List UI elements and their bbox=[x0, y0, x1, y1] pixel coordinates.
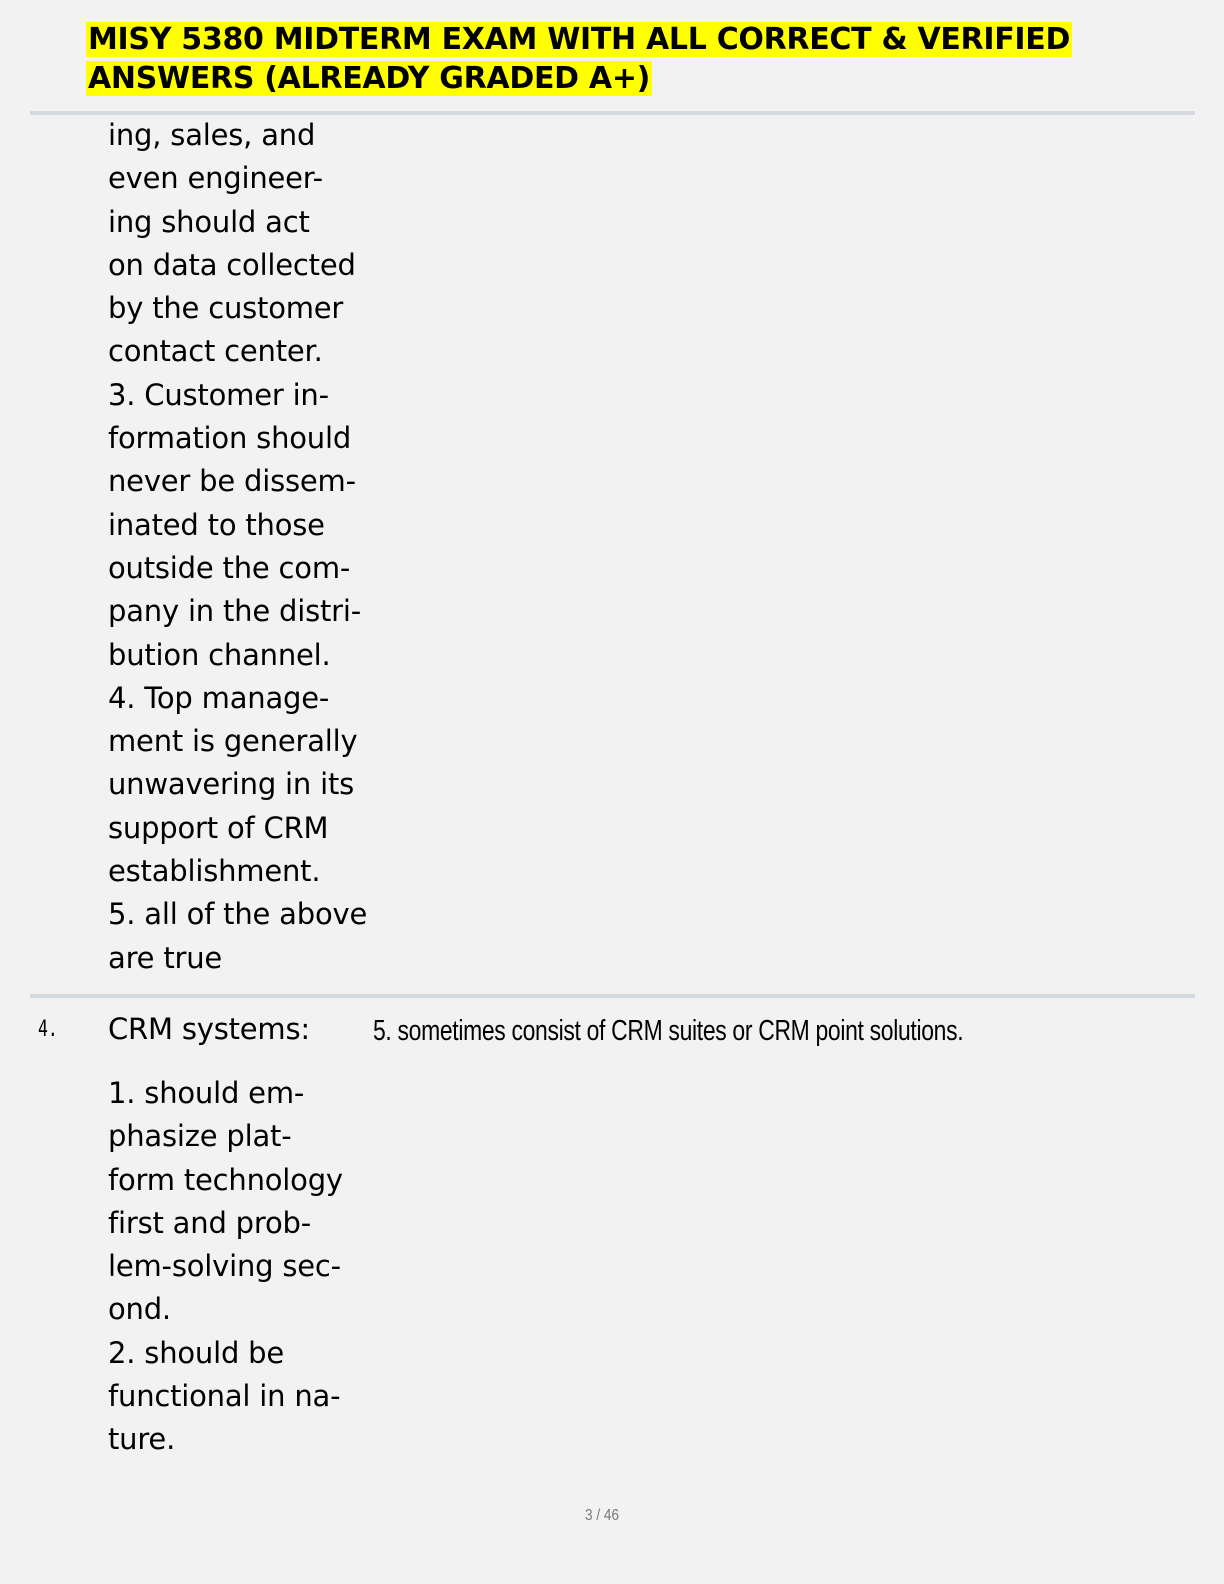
question-text-line: on data collected bbox=[108, 247, 356, 282]
question-text-line: phasize plat- bbox=[108, 1119, 292, 1154]
question-text-line: first and prob- bbox=[108, 1205, 311, 1240]
question-4-options bbox=[108, 1072, 378, 1462]
document-title-line-1: MISY 5380 MIDTERM EXAM WITH ALL CORRECT & VERIFIED bbox=[88, 22, 1071, 57]
question-text-line: outside the com- bbox=[108, 550, 351, 585]
continued-question-text bbox=[108, 114, 378, 980]
question-text-line: pany in the distri- bbox=[108, 594, 361, 629]
question-text-line: by the customer bbox=[108, 291, 344, 326]
question-text-line: 3. Customer in- bbox=[108, 377, 329, 412]
question-text-line: functional in na- bbox=[108, 1379, 341, 1414]
question-number: 4. bbox=[38, 1017, 58, 1042]
document-header bbox=[86, 20, 1076, 98]
question-text-line: support of CRM bbox=[108, 810, 329, 845]
question-text-line: unwavering in its bbox=[108, 767, 355, 802]
question-text-line: ment is generally bbox=[108, 724, 358, 759]
question-text-line: never be dissem- bbox=[108, 464, 356, 499]
document-title bbox=[86, 22, 1072, 96]
question-text-line: bution channel. bbox=[108, 637, 331, 672]
question-divider bbox=[30, 994, 1195, 998]
question-prompt: CRM systems: bbox=[108, 1012, 310, 1046]
document-title-line-2: ANSWERS (ALREADY GRADED A+) bbox=[88, 61, 651, 96]
page-number: 3 / 46 bbox=[584, 1507, 620, 1524]
question-text-line: ond. bbox=[108, 1292, 171, 1327]
question-text-line: even engineer- bbox=[108, 161, 323, 196]
question-text-line: establishment. bbox=[108, 854, 321, 889]
question-text-line: lem-solving sec- bbox=[108, 1249, 341, 1284]
question-text-line: inated to those bbox=[108, 507, 325, 542]
question-text-line: 2. should be bbox=[108, 1335, 285, 1370]
question-text-line: formation should bbox=[108, 421, 352, 456]
question-text-line: are true bbox=[108, 940, 223, 975]
question-text-line: 1. should em- bbox=[108, 1076, 305, 1110]
question-text-line: ture. bbox=[108, 1422, 176, 1457]
question-text-line: form technology bbox=[108, 1162, 343, 1197]
question-text-line: 4. Top manage- bbox=[108, 680, 330, 715]
answer-text: 5. sometimes consist of CRM suites or CRM point solutions. bbox=[373, 1015, 964, 1047]
question-text-line: contact center. bbox=[108, 334, 323, 369]
question-text-line: ing, sales, and bbox=[108, 118, 316, 152]
question-text-line: 5. all of the above bbox=[108, 897, 368, 932]
question-text-line: ing should act bbox=[108, 204, 310, 239]
